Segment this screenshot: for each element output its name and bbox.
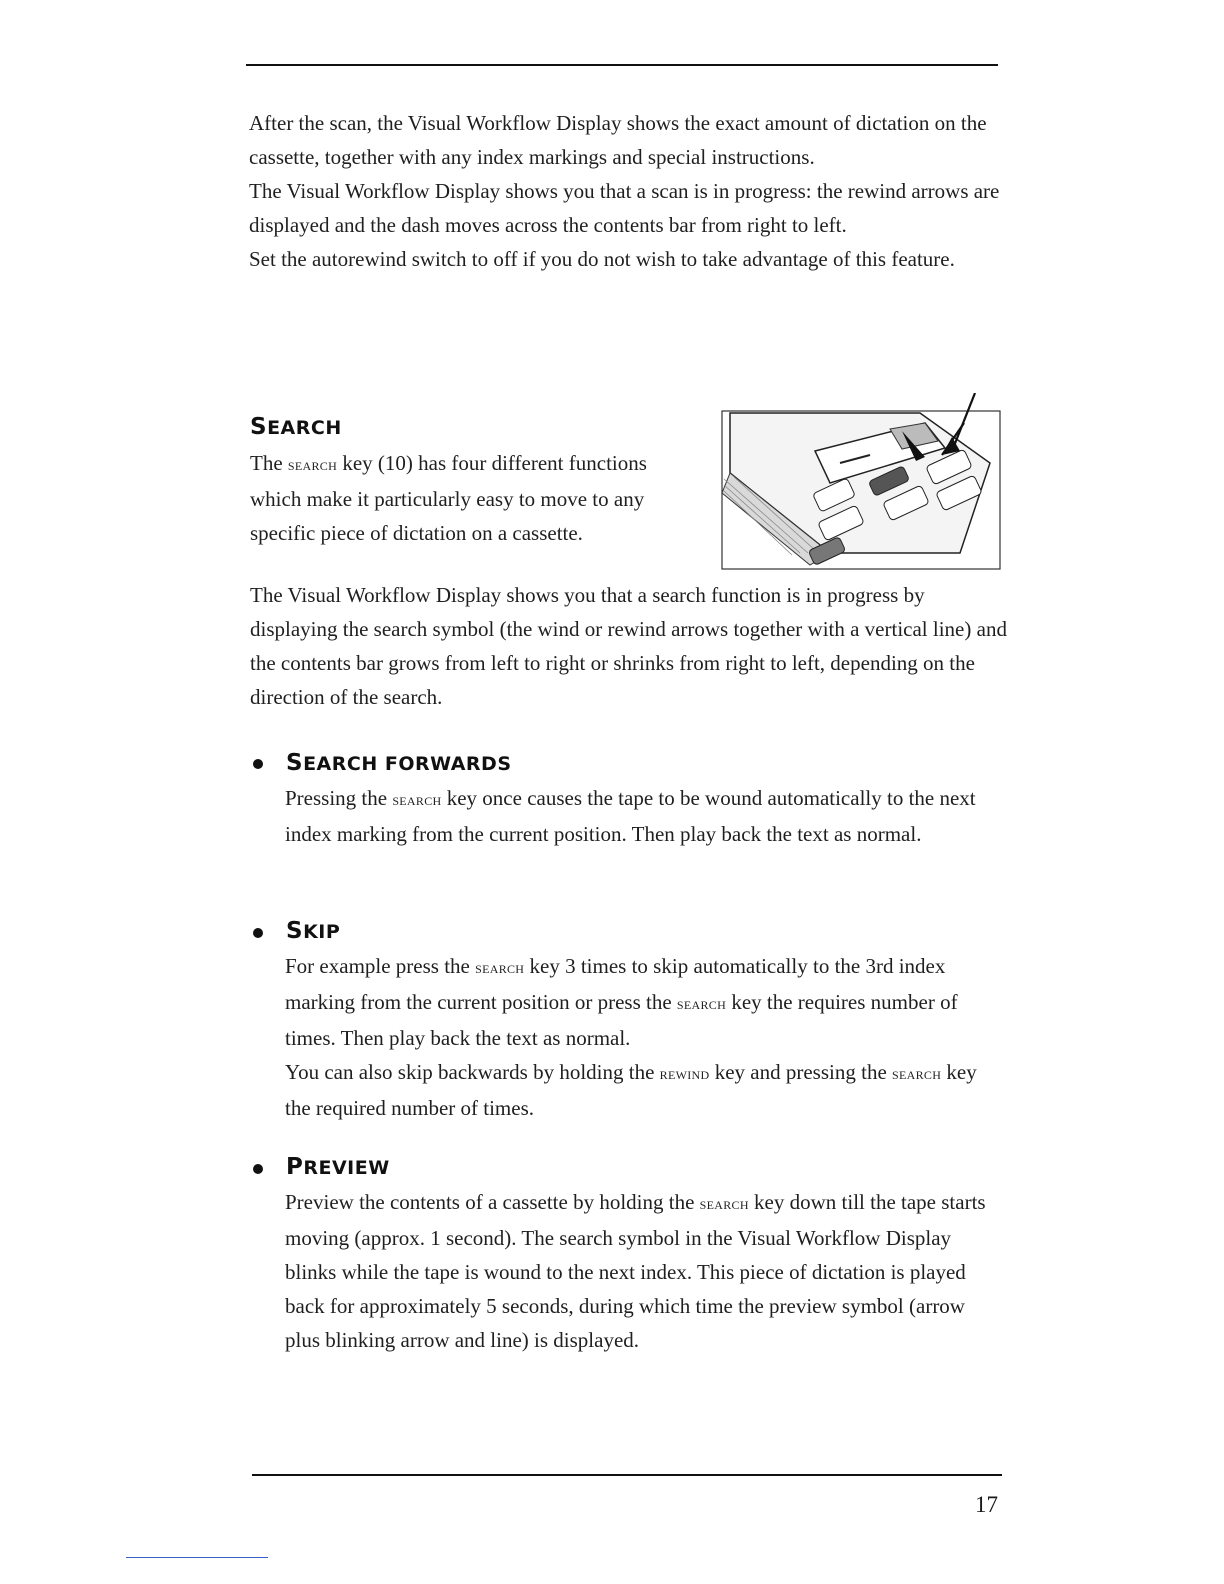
search-forwards-text (285, 781, 1000, 851)
search-paragraph-1: The search key (10) has four different functions which make it particularly easy to move to any specific piece of dictation on a cassette. (250, 451, 647, 545)
search-key-label: search (392, 790, 442, 809)
preview-paragraph: Preview the contents of a cassette by holding the search key down till the tape starts moving (approx. 1 second). The search symbol in the Visual Workflow Display blinks while the tape is wound to the next index. This piece of dictation is played back for approximately 5 seconds, during which time the preview symbol (arrow plus blinking arrow and line) is displayed. (285, 1190, 986, 1352)
search-forwards-heading: SEARCH FORWARDS (286, 750, 512, 776)
bullet-preview (253, 1164, 263, 1174)
bullet-skip (253, 928, 263, 938)
search-heading: SEARCH (250, 414, 342, 440)
intro-paragraph-1: After the scan, the Visual Workflow Display shows the exact amount of dictation on the cassette, together with any index markings and special instructions. (249, 111, 987, 169)
bottom-rule (252, 1474, 1002, 1476)
intro-paragraph-2: The Visual Workflow Display shows you that a scan is in progress: the rewind arrows are displayed and the dash moves across the contents bar from right to left. (249, 179, 1000, 237)
skip-text (285, 949, 1000, 1125)
skip-heading: SKIP (286, 918, 341, 944)
search-paragraph-2: The Visual Workflow Display shows you that a search function is in progress by displaying the search symbol (the wind or rewind arrows together with a vertical line) and the contents bar grows from left to right or shrinks from right to left, depending on the direction of the search. (250, 583, 1007, 709)
search-description (250, 578, 1010, 714)
bullet-search-forwards (253, 759, 263, 769)
dictation-device-illustration (720, 393, 1002, 571)
preview-text (285, 1185, 1000, 1357)
preview-heading: PREVIEW (286, 1154, 390, 1180)
search-key-label: search (287, 455, 338, 474)
top-rule (246, 64, 998, 66)
skip-paragraph-2: You can also skip backwards by holding the rewind key and pressing the search key the required number of times. (285, 1060, 977, 1120)
skip-paragraph-1: For example press the search key 3 times to skip automatically to the 3rd index marking from the current position or press the search key the requires number of times. Then play back the text as normal. (285, 954, 958, 1050)
page-number: 17 (975, 1492, 998, 1517)
intro-text (249, 106, 1009, 276)
search-forwards-paragraph: Pressing the search key once causes the tape to be wound automatically to the next index marking from the current position. Then play back the text as normal. (285, 786, 976, 846)
corner-rule (126, 1557, 268, 1558)
intro-paragraph-3: Set the autorewind switch to off if you do not wish to take advantage of this feature. (249, 247, 955, 271)
search-intro-text (250, 446, 690, 550)
